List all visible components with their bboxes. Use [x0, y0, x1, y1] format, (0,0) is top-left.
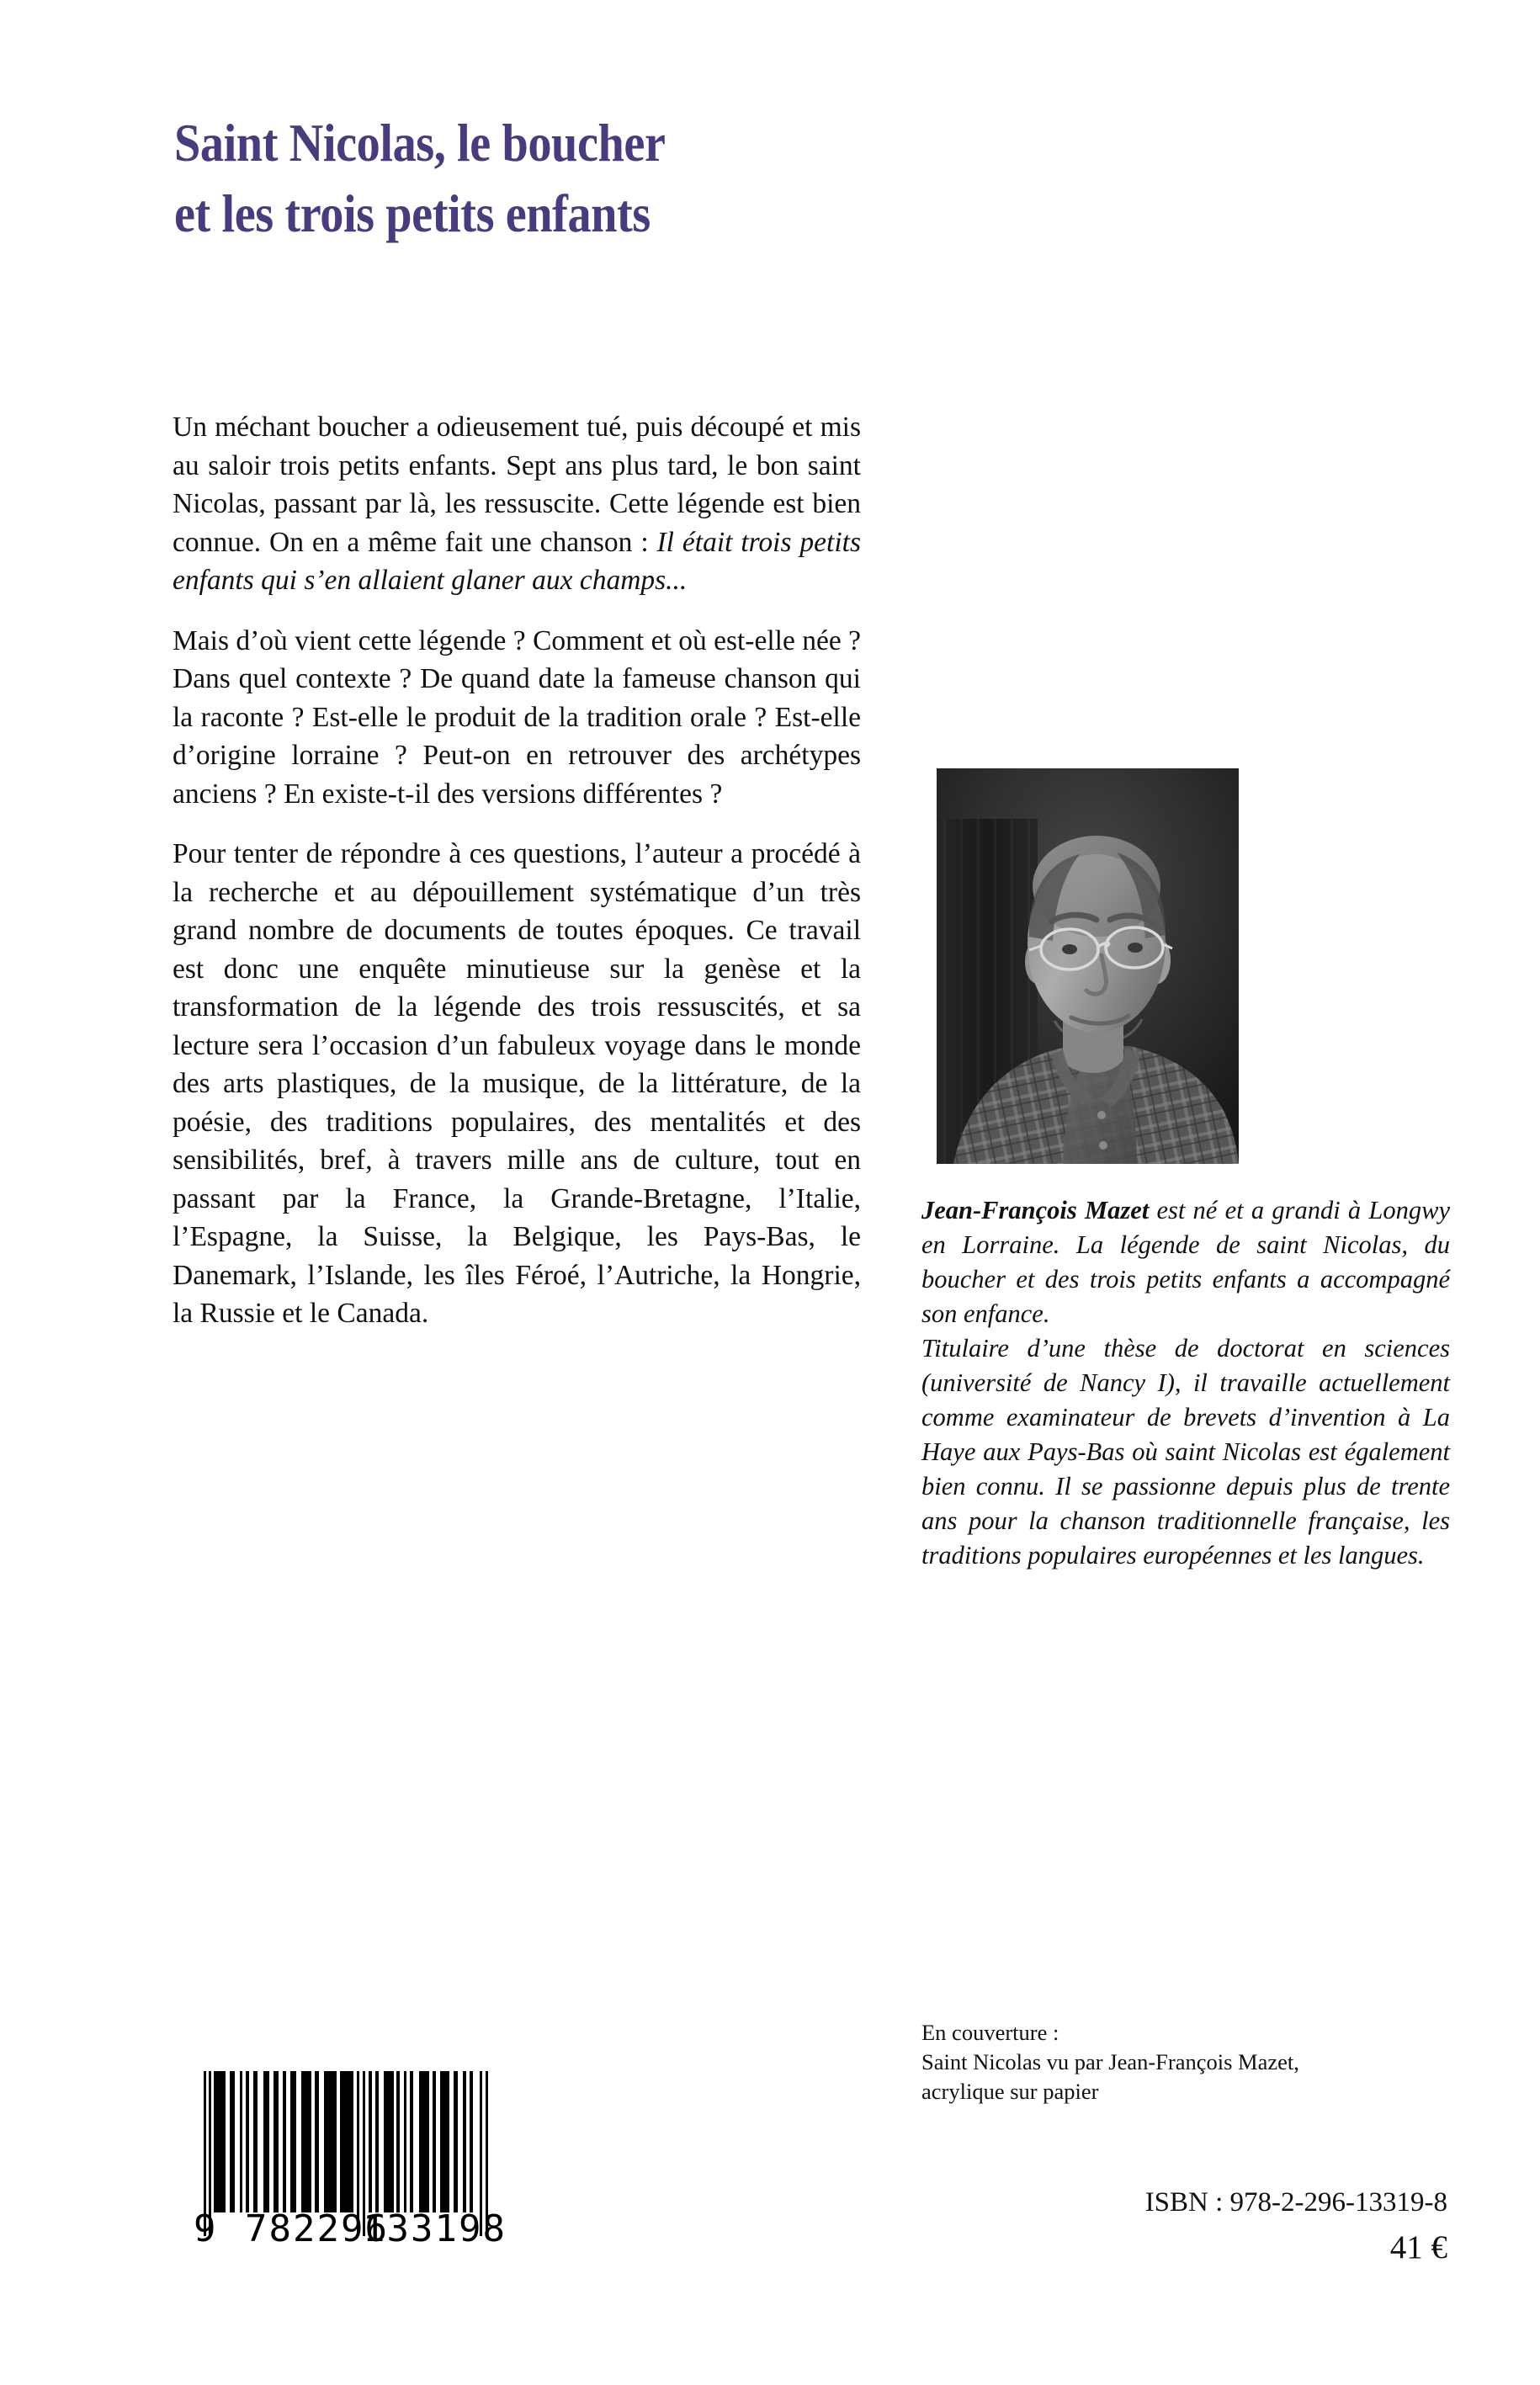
author-portrait-image [937, 768, 1239, 1164]
book-title-line-1: Saint Nicolas, le boucher [174, 113, 666, 173]
barcode-left-group: 782296 [245, 2207, 389, 2250]
cover-credit-line-3: acrylique sur papier [921, 2079, 1099, 2104]
author-bio-text-1: est né et a grandi à Longwy en Lorraine. La légende de saint Nicolas, du boucher et des trois petits enfants a accompagné son enfance. [921, 1196, 1450, 1328]
cover-credit-block [921, 2018, 1477, 2106]
cover-credit-line-1: En couverture : [921, 2020, 1059, 2045]
blurb-paragraph-2: Mais d’où vient cette légende ? Comment et où est-elle née ? Dans quel contexte ? De quand date la fameuse chanson qui la raconte ? Est-elle le produit de la tradition orale ? Est-elle d’origine lorraine ? Peut-on en retrouver des archétypes anciens ? En existe-t-il des versions différentes ? [173, 624, 861, 810]
song-title-italic: Il était trois petits enfants qui s’en allaient glaner aux champs... [173, 526, 861, 596]
author-biography [921, 1193, 1450, 1573]
author-bio-paragraph-1 [921, 1193, 1450, 1331]
isbn-price-block [921, 2184, 1447, 2270]
blurb-paragraph-1-text: Un méchant boucher a odieusement tué, puis découpé et mis au saloir trois petits enfants. Sept ans plus tard, le bon saint Nicolas, passant par là, les ressuscite. Cette légende est bien connue. On en a même fait une chanson : [173, 412, 861, 558]
book-title [174, 108, 1100, 249]
barcode-right-group: 133198 [363, 2207, 507, 2250]
blurb-paragraph-1 [173, 408, 861, 600]
author-portrait-photo [937, 768, 1239, 1164]
ean13-barcode [192, 2071, 507, 2250]
author-name: Jean-François Mazet [921, 1196, 1150, 1224]
price-label: 41 € [1389, 2229, 1447, 2265]
barcode-digits [192, 2206, 505, 2256]
barcode-lead-digit: 9 [194, 2207, 218, 2250]
book-title-line-2: et les trois petits enfants [174, 183, 651, 243]
cover-credit-line-2: Saint Nicolas vu par Jean-François Mazet, [921, 2049, 1299, 2074]
isbn-number: ISBN : 978-2-296-13319-8 [1144, 2187, 1447, 2218]
blurb-paragraph-3: Pour tenter de répondre à ces questions, l’auteur a procédé à la recherche et au dépouillement systématique d’un très grand nombre de documents de toutes époques. Ce travail est donc une enquête minutieuse sur la genèse et la transformation de la légende des trois ressuscités, et sa lecture sera l’occasion d’un fabuleux voyage dans le monde des arts plastiques, de la musique, de la littérature, de la poésie, des traditions populaires, des mentalités et des sensibilités, bref, à travers mille ans de culture, tout en passant par la France, la Grande-Bretagne, l’Italie, l’Espagne, la Suisse, la Belgique, les Pays-Bas, le Danemark, l’Islande, les îles Féroé, l’Autriche, la Hongrie, la Russie et le Canada. [173, 838, 861, 1329]
back-cover-blurb [173, 408, 861, 1333]
author-bio-paragraph-2: Titulaire d’une thèse de doctorat en sciences (université de Nancy I), il travaille actuellement comme examinateur de brevets d’invention à La Haye aux Pays-Bas où saint Nicolas est également bien connu. Il se passionne depuis plus de trente ans pour la chanson traditionnelle française, les traditions populaires européennes et les langues. [921, 1334, 1450, 1570]
